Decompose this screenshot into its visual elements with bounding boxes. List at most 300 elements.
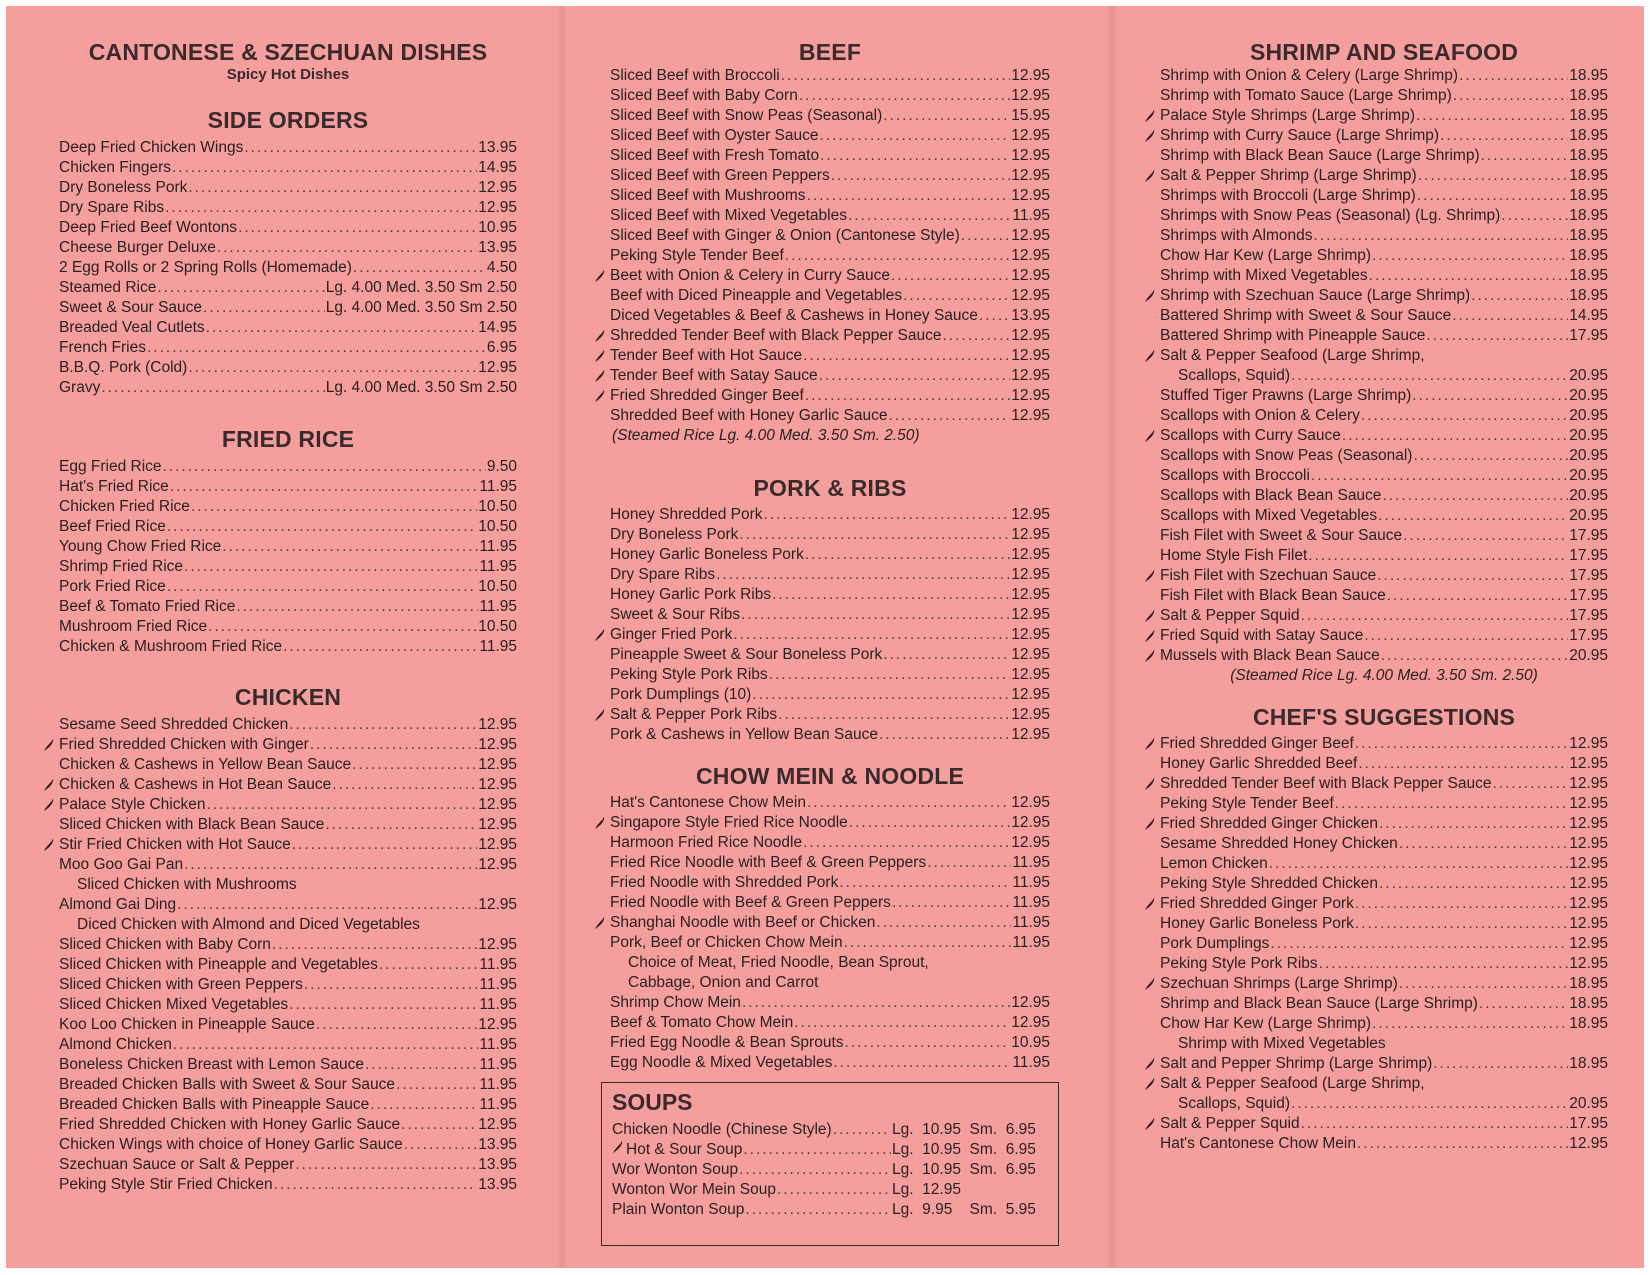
item-name: Fried Noodle with Shredded Pork bbox=[610, 874, 839, 891]
item-name: Peking Style Stir Fried Chicken bbox=[59, 1176, 273, 1193]
menu-item bbox=[1160, 914, 1608, 934]
dot-leader bbox=[274, 1175, 478, 1195]
item-price: 18.95 bbox=[1569, 187, 1608, 204]
item-description: Diced Chicken with Almond and Diced Vegetables bbox=[77, 916, 420, 933]
menu-item bbox=[610, 306, 1050, 326]
item-price: 11.95 bbox=[1012, 874, 1050, 891]
dot-leader bbox=[742, 993, 1010, 1013]
item-price: 17.95 bbox=[1569, 587, 1608, 604]
menu-item bbox=[59, 735, 517, 755]
chili-pepper-icon bbox=[1144, 1057, 1156, 1071]
item-price: 12.95 bbox=[1011, 626, 1050, 643]
item-name: Fried Rice Noodle with Beef & Green Peppers bbox=[610, 854, 927, 871]
menu-item bbox=[1160, 546, 1608, 566]
item-name: Fried Shredded Ginger Beef bbox=[1160, 735, 1354, 752]
item-price: Lg. 10.95 Sm. 6.95 bbox=[892, 1141, 1036, 1158]
chicken-section bbox=[59, 683, 517, 1195]
menu-item bbox=[610, 913, 1050, 933]
item-name: Sesame Shredded Honey Chicken bbox=[1160, 835, 1398, 852]
menu-item bbox=[59, 637, 517, 657]
dot-leader bbox=[332, 775, 477, 795]
dot-leader bbox=[206, 318, 478, 338]
menu-item bbox=[610, 813, 1050, 833]
dot-leader bbox=[833, 1053, 1011, 1073]
item-name: Lemon Chicken bbox=[1160, 855, 1268, 872]
chili-pepper-icon bbox=[1144, 169, 1156, 183]
dot-leader bbox=[365, 1055, 478, 1075]
item-price: 9.50 bbox=[486, 458, 517, 475]
chili-pepper-icon bbox=[1144, 429, 1156, 443]
section-title: BEEF bbox=[798, 39, 862, 65]
dot-leader bbox=[891, 266, 1010, 286]
item-price: Lg. 4.00 Med. 3.50 Sm 2.50 bbox=[325, 279, 517, 296]
item-name: Fried Shredded Ginger Chicken bbox=[1160, 815, 1378, 832]
dot-leader bbox=[163, 457, 486, 477]
dot-leader bbox=[1471, 286, 1568, 306]
menu-item bbox=[610, 226, 1050, 246]
item-price: 13.95 bbox=[1011, 307, 1050, 324]
menu-item bbox=[610, 386, 1050, 406]
menu-item bbox=[610, 585, 1050, 605]
dot-leader bbox=[1377, 566, 1568, 586]
chili-pepper-icon bbox=[1144, 349, 1156, 363]
item-price: 18.95 bbox=[1569, 267, 1608, 284]
item-price: 10.95 bbox=[1011, 1034, 1050, 1051]
item-name: Sweet & Sour Sauce bbox=[59, 299, 203, 316]
dot-leader bbox=[1412, 386, 1568, 406]
dot-leader bbox=[883, 645, 1010, 665]
menu-item bbox=[59, 975, 517, 995]
menu-item bbox=[610, 206, 1050, 226]
item-price: 13.95 bbox=[478, 139, 517, 156]
item-price: 11.95 bbox=[479, 956, 517, 973]
menu-item bbox=[610, 625, 1050, 645]
menu-item bbox=[610, 505, 1050, 525]
soups-box bbox=[601, 1082, 1059, 1246]
menu-item bbox=[1160, 1114, 1608, 1134]
item-name: Scallops with Mixed Vegetables bbox=[1160, 507, 1378, 524]
item-name: Chicken Fingers bbox=[59, 159, 171, 176]
item-name: Sliced Chicken with Green Peppers bbox=[59, 976, 303, 993]
dot-leader bbox=[1381, 646, 1569, 666]
menu-item bbox=[59, 1135, 517, 1155]
item-name: Salt and Pepper Shrimp (Large Shrimp) bbox=[1160, 1055, 1433, 1072]
item-name: Beef with Diced Pineapple and Vegetables bbox=[610, 287, 903, 304]
item-name: Scallops with Onion & Celery bbox=[1160, 407, 1360, 424]
item-price: 17.95 bbox=[1569, 567, 1608, 584]
dot-leader bbox=[799, 86, 1010, 106]
item-name: Fried Shredded Chicken with Ginger bbox=[59, 736, 309, 753]
dot-leader bbox=[1342, 426, 1568, 446]
menu-item bbox=[1160, 566, 1608, 586]
item-name: Beef & Tomato Fried Rice bbox=[59, 598, 236, 615]
menu-item bbox=[1160, 994, 1608, 1014]
menu-item bbox=[1160, 774, 1608, 794]
item-name: Pork, Beef or Chicken Chow Mein bbox=[610, 934, 843, 951]
item-name: Sliced Chicken with Pineapple and Vegetables bbox=[59, 956, 378, 973]
header-section bbox=[59, 38, 517, 84]
item-price: 11.95 bbox=[1012, 934, 1050, 951]
dot-leader bbox=[353, 258, 486, 278]
item-price: 12.95 bbox=[1569, 795, 1608, 812]
chili-pepper-icon bbox=[594, 916, 606, 930]
seafood-section bbox=[1160, 38, 1608, 686]
chili-pepper-icon bbox=[1144, 289, 1156, 303]
section-title: PORK & RIBS bbox=[753, 475, 907, 501]
dot-leader bbox=[217, 238, 477, 258]
menu-item bbox=[1160, 206, 1608, 226]
dot-leader bbox=[1364, 626, 1568, 646]
item-name: Tender Beef with Satay Sauce bbox=[610, 367, 818, 384]
menu-item bbox=[59, 815, 517, 835]
item-name: Salt & Pepper Pork Ribs bbox=[610, 706, 778, 723]
menu-item bbox=[1160, 1074, 1608, 1094]
item-name: B.B.Q. Pork (Cold) bbox=[59, 359, 188, 376]
dot-leader bbox=[961, 226, 1010, 246]
item-price: 12.95 bbox=[1011, 546, 1050, 563]
dot-leader bbox=[892, 893, 1011, 913]
dot-leader bbox=[396, 1075, 478, 1095]
dot-leader bbox=[741, 605, 1010, 625]
item-price: 20.95 bbox=[1569, 447, 1608, 464]
item-name: Fried Shredded Ginger Beef bbox=[610, 387, 804, 404]
item-price: 11.95 bbox=[1012, 1054, 1050, 1071]
item-price: 12.95 bbox=[1011, 686, 1050, 703]
section-title: SIDE ORDERS bbox=[207, 107, 369, 133]
item-price: 13.95 bbox=[478, 1136, 517, 1153]
dot-leader bbox=[807, 793, 1010, 813]
chili-pepper-icon bbox=[1144, 1077, 1156, 1091]
item-name: Shanghai Noodle with Beef or Chicken bbox=[610, 914, 876, 931]
menu-item bbox=[59, 138, 517, 158]
dot-leader bbox=[1358, 754, 1568, 774]
item-name: Tender Beef with Hot Sauce bbox=[610, 347, 803, 364]
item-name: Sliced Beef with Green Peppers bbox=[610, 167, 830, 184]
item-name: Shrimps with Broccoli (Large Shrimp) bbox=[1160, 187, 1416, 204]
dot-leader bbox=[831, 166, 1011, 186]
item-name: Scallops, Squid) bbox=[1178, 1095, 1291, 1112]
menu-item bbox=[59, 338, 517, 358]
seafood-footnote: (Steamed Rice Lg. 4.00 Med. 3.50 Sm. 2.50) bbox=[1230, 667, 1538, 684]
dot-leader bbox=[848, 206, 1011, 226]
menu-item bbox=[610, 126, 1050, 146]
dot-leader bbox=[1417, 186, 1568, 206]
menu-item bbox=[1160, 854, 1608, 874]
dot-leader bbox=[170, 477, 479, 497]
item-price: 18.95 bbox=[1569, 167, 1608, 184]
menu-item bbox=[1160, 226, 1608, 246]
dot-leader bbox=[716, 565, 1010, 585]
item-name: Fish Filet with Sweet & Sour Sauce bbox=[1160, 527, 1403, 544]
dot-leader bbox=[772, 585, 1010, 605]
menu-item bbox=[610, 833, 1050, 853]
menu-item bbox=[59, 537, 517, 557]
menu-item bbox=[59, 715, 517, 735]
dot-leader bbox=[876, 913, 1011, 933]
item-price: 12.95 bbox=[1011, 706, 1050, 723]
item-name: Salt & Pepper Shrimp (Large Shrimp) bbox=[1160, 167, 1417, 184]
menu-item bbox=[610, 166, 1050, 186]
menu-item bbox=[1160, 734, 1608, 754]
item-name: Sliced Beef with Ginger & Onion (Cantonese Style) bbox=[610, 227, 960, 244]
dot-leader bbox=[1301, 1114, 1569, 1134]
dot-leader bbox=[1361, 406, 1568, 426]
dot-leader bbox=[1372, 246, 1568, 266]
chili-pepper-icon bbox=[612, 1140, 624, 1160]
item-price: Lg. 10.95 Sm. 6.95 bbox=[892, 1121, 1036, 1138]
item-price: 12.95 bbox=[478, 716, 517, 733]
item-price: 18.95 bbox=[1569, 287, 1608, 304]
item-name: Shrimp with Black Bean Sauce (Large Shrimp) bbox=[1160, 147, 1480, 164]
menu-item bbox=[610, 1053, 1050, 1073]
dot-leader bbox=[979, 306, 1010, 326]
item-name: Shredded Beef with Honey Garlic Sauce bbox=[610, 407, 888, 424]
menu-item bbox=[59, 238, 517, 258]
item-price: 12.95 bbox=[478, 776, 517, 793]
item-description: Cabbage, Onion and Carrot bbox=[628, 974, 819, 991]
dot-leader bbox=[295, 1155, 477, 1175]
item-name: Chicken Wings with choice of Honey Garlic Sauce bbox=[59, 1136, 403, 1153]
chow-mein-section bbox=[610, 762, 1050, 1073]
item-price: 12.95 bbox=[1011, 287, 1050, 304]
menu-item bbox=[610, 186, 1050, 206]
menu-item bbox=[59, 1055, 517, 1075]
item-price: 11.95 bbox=[479, 976, 517, 993]
item-name: Scallops, Squid) bbox=[1178, 367, 1291, 384]
menu-item bbox=[59, 258, 517, 278]
item-name: Young Chow Fried Rice bbox=[59, 538, 222, 555]
dot-leader bbox=[167, 577, 477, 597]
item-name: Shrimp with Mixed Vegetables bbox=[1160, 267, 1368, 284]
item-price: 12.95 bbox=[1011, 586, 1050, 603]
dot-leader bbox=[839, 873, 1011, 893]
item-price: 12.95 bbox=[478, 1016, 517, 1033]
dot-leader bbox=[236, 597, 478, 617]
dot-leader bbox=[222, 537, 478, 557]
item-price: 20.95 bbox=[1569, 507, 1608, 524]
dot-leader bbox=[1372, 1014, 1568, 1034]
menu-title: CANTONESE & SZECHUAN DISHES bbox=[88, 39, 488, 65]
item-price: 11.95 bbox=[479, 638, 517, 655]
dot-leader bbox=[401, 1115, 477, 1135]
dot-leader bbox=[805, 545, 1010, 565]
dot-leader bbox=[310, 735, 477, 755]
item-name: Deep Fried Beef Wontons bbox=[59, 219, 238, 236]
menu-item bbox=[610, 685, 1050, 705]
item-name: Beef Fried Rice bbox=[59, 518, 166, 535]
item-name: Scallops with Broccoli bbox=[1160, 467, 1310, 484]
item-price: 12.95 bbox=[478, 816, 517, 833]
menu-item bbox=[610, 326, 1050, 346]
menu-item bbox=[610, 106, 1050, 126]
dot-leader bbox=[184, 855, 477, 875]
item-name: Sesame Seed Shredded Chicken bbox=[59, 716, 289, 733]
item-name: Honey Garlic Pork Ribs bbox=[610, 586, 772, 603]
chili-pepper-icon bbox=[1144, 777, 1156, 791]
item-price: 12.95 bbox=[1011, 794, 1050, 811]
item-price: 12.95 bbox=[1011, 1014, 1050, 1031]
chili-pepper-icon bbox=[1144, 817, 1156, 831]
item-name: Diced Vegetables & Beef & Cashews in Honey Sauce bbox=[610, 307, 978, 324]
dot-leader bbox=[743, 1140, 891, 1160]
item-name: Dry Spare Ribs bbox=[610, 566, 716, 583]
dot-leader bbox=[803, 833, 1010, 853]
menu-item bbox=[1160, 874, 1608, 894]
dot-leader bbox=[888, 406, 1010, 426]
dot-leader bbox=[785, 246, 1010, 266]
item-name: Pork Fried Rice bbox=[59, 578, 166, 595]
beef-footnote: (Steamed Rice Lg. 4.00 Med. 3.50 Sm. 2.50) bbox=[612, 427, 920, 444]
dot-leader bbox=[879, 725, 1010, 745]
chili-pepper-icon bbox=[1144, 569, 1156, 583]
menu-item bbox=[610, 266, 1050, 286]
item-price: 12.95 bbox=[1011, 646, 1050, 663]
item-description: Shrimp with Mixed Vegetables bbox=[1178, 1035, 1386, 1052]
menu-item bbox=[59, 617, 517, 637]
menu-item bbox=[59, 477, 517, 497]
item-price: Lg. 9.95 Sm. 5.95 bbox=[892, 1201, 1036, 1218]
menu-item bbox=[59, 158, 517, 178]
item-price: 18.95 bbox=[1569, 247, 1608, 264]
item-name: Chow Har Kew (Large Shrimp) bbox=[1160, 247, 1372, 264]
dot-leader bbox=[244, 138, 477, 158]
dot-leader bbox=[1459, 66, 1568, 86]
dot-leader bbox=[1399, 834, 1568, 854]
item-price: 12.95 bbox=[478, 756, 517, 773]
menu-item bbox=[1160, 306, 1608, 326]
item-price: 13.95 bbox=[478, 239, 517, 256]
beef-section bbox=[610, 38, 1050, 446]
item-name: Stir Fried Chicken with Hot Sauce bbox=[59, 836, 291, 853]
dot-leader bbox=[1492, 774, 1568, 794]
item-price: 20.95 bbox=[1569, 467, 1608, 484]
item-name: Beef & Tomato Chow Mein bbox=[610, 1014, 794, 1031]
dot-leader bbox=[1269, 854, 1569, 874]
chef-section bbox=[1160, 703, 1608, 1154]
menu-item bbox=[1160, 266, 1608, 286]
item-name: Hat's Fried Rice bbox=[59, 478, 169, 495]
item-name: Sliced Beef with Oyster Sauce bbox=[610, 127, 819, 144]
menu-item bbox=[59, 1155, 517, 1175]
item-name: Shredded Tender Beef with Black Pepper Sauce bbox=[1160, 775, 1492, 792]
chili-pepper-icon bbox=[43, 798, 55, 812]
dot-leader bbox=[778, 705, 1010, 725]
menu-item bbox=[1160, 446, 1608, 466]
item-price: 12.95 bbox=[478, 896, 517, 913]
item-price: 11.95 bbox=[479, 598, 517, 615]
item-price: 18.95 bbox=[1569, 975, 1608, 992]
dot-leader bbox=[819, 366, 1011, 386]
item-price: 11.95 bbox=[1012, 894, 1050, 911]
menu-item bbox=[1160, 246, 1608, 266]
menu-item bbox=[59, 457, 517, 477]
item-name: Steamed Rice bbox=[59, 279, 157, 296]
item-price: 12.95 bbox=[1569, 815, 1608, 832]
menu-item bbox=[59, 497, 517, 517]
menu-item bbox=[59, 795, 517, 815]
menu-item bbox=[610, 366, 1050, 386]
dot-leader bbox=[289, 715, 477, 735]
dot-leader bbox=[1291, 366, 1568, 386]
dot-leader bbox=[807, 186, 1011, 206]
item-price: 12.95 bbox=[1569, 1135, 1608, 1152]
item-price: 12.95 bbox=[478, 736, 517, 753]
item-name: Almond Chicken bbox=[59, 1036, 172, 1053]
item-price: 12.95 bbox=[1011, 127, 1050, 144]
item-price: 11.95 bbox=[479, 478, 517, 495]
item-price: 12.95 bbox=[1011, 526, 1050, 543]
item-price: 12.95 bbox=[478, 1116, 517, 1133]
item-name: Deep Fried Chicken Wings bbox=[59, 139, 244, 156]
menu-item bbox=[1160, 486, 1608, 506]
item-name: Sliced Beef with Baby Corn bbox=[610, 87, 798, 104]
menu-item bbox=[610, 933, 1050, 953]
menu-item bbox=[610, 1033, 1050, 1053]
chili-pepper-icon bbox=[43, 778, 55, 792]
menu-item bbox=[1160, 754, 1608, 774]
menu-item bbox=[610, 525, 1050, 545]
menu-item bbox=[1160, 974, 1608, 994]
dot-leader bbox=[292, 835, 477, 855]
dot-leader bbox=[379, 955, 479, 975]
dot-leader bbox=[177, 895, 477, 915]
dot-leader bbox=[927, 853, 1011, 873]
dot-leader bbox=[805, 386, 1010, 406]
dot-leader bbox=[203, 298, 325, 318]
item-name: Dry Boneless Pork bbox=[610, 526, 739, 543]
item-name: Sliced Beef with Broccoli bbox=[610, 67, 780, 84]
item-price: 10.50 bbox=[478, 498, 517, 515]
menu-item bbox=[59, 278, 517, 298]
item-price: 12.95 bbox=[1011, 834, 1050, 851]
menu-item bbox=[610, 993, 1050, 1013]
dot-leader bbox=[1319, 954, 1569, 974]
item-name: Dry Boneless Pork bbox=[59, 179, 188, 196]
dot-leader bbox=[733, 625, 1010, 645]
item-name: Sliced Beef with Mushrooms bbox=[610, 187, 806, 204]
item-name: Shrimp Fried Rice bbox=[59, 558, 184, 575]
item-price: 18.95 bbox=[1569, 67, 1608, 84]
item-name: Boneless Chicken Breast with Lemon Sauce bbox=[59, 1056, 364, 1073]
chili-pepper-icon bbox=[1144, 629, 1156, 643]
chili-pepper-icon bbox=[1144, 1117, 1156, 1131]
item-price: 12.95 bbox=[1569, 775, 1608, 792]
dot-leader bbox=[1308, 546, 1568, 566]
dot-leader bbox=[942, 326, 1010, 346]
item-name: Fried Egg Noodle & Bean Sprouts bbox=[610, 1034, 844, 1051]
menu-subtitle: Spicy Hot Dishes bbox=[226, 66, 350, 83]
chili-pepper-icon bbox=[594, 369, 606, 383]
menu-item bbox=[1160, 1134, 1608, 1154]
menu-item bbox=[59, 995, 517, 1015]
item-price: 12.95 bbox=[1569, 875, 1608, 892]
item-price: 18.95 bbox=[1569, 995, 1608, 1012]
item-name: Egg Fried Rice bbox=[59, 458, 162, 475]
item-price: 12.95 bbox=[1011, 87, 1050, 104]
dot-leader bbox=[833, 1120, 891, 1140]
item-name: Wor Wonton Soup bbox=[612, 1161, 739, 1178]
item-name: Chicken & Mushroom Fried Rice bbox=[59, 638, 283, 655]
section-title: CHOW MEIN & NOODLE bbox=[695, 763, 965, 789]
section-title: CHEF'S SUGGESTIONS bbox=[1252, 704, 1516, 730]
item-name: Szechuan Shrimps (Large Shrimp) bbox=[1160, 975, 1398, 992]
item-name: Harmoon Fried Rice Noodle bbox=[610, 834, 803, 851]
menu-item bbox=[59, 1035, 517, 1055]
item-name: Shrimp with Szechuan Sauce (Large Shrimp) bbox=[1160, 287, 1471, 304]
dot-leader bbox=[1379, 874, 1568, 894]
dot-leader bbox=[1270, 934, 1568, 954]
dot-leader bbox=[903, 286, 1010, 306]
